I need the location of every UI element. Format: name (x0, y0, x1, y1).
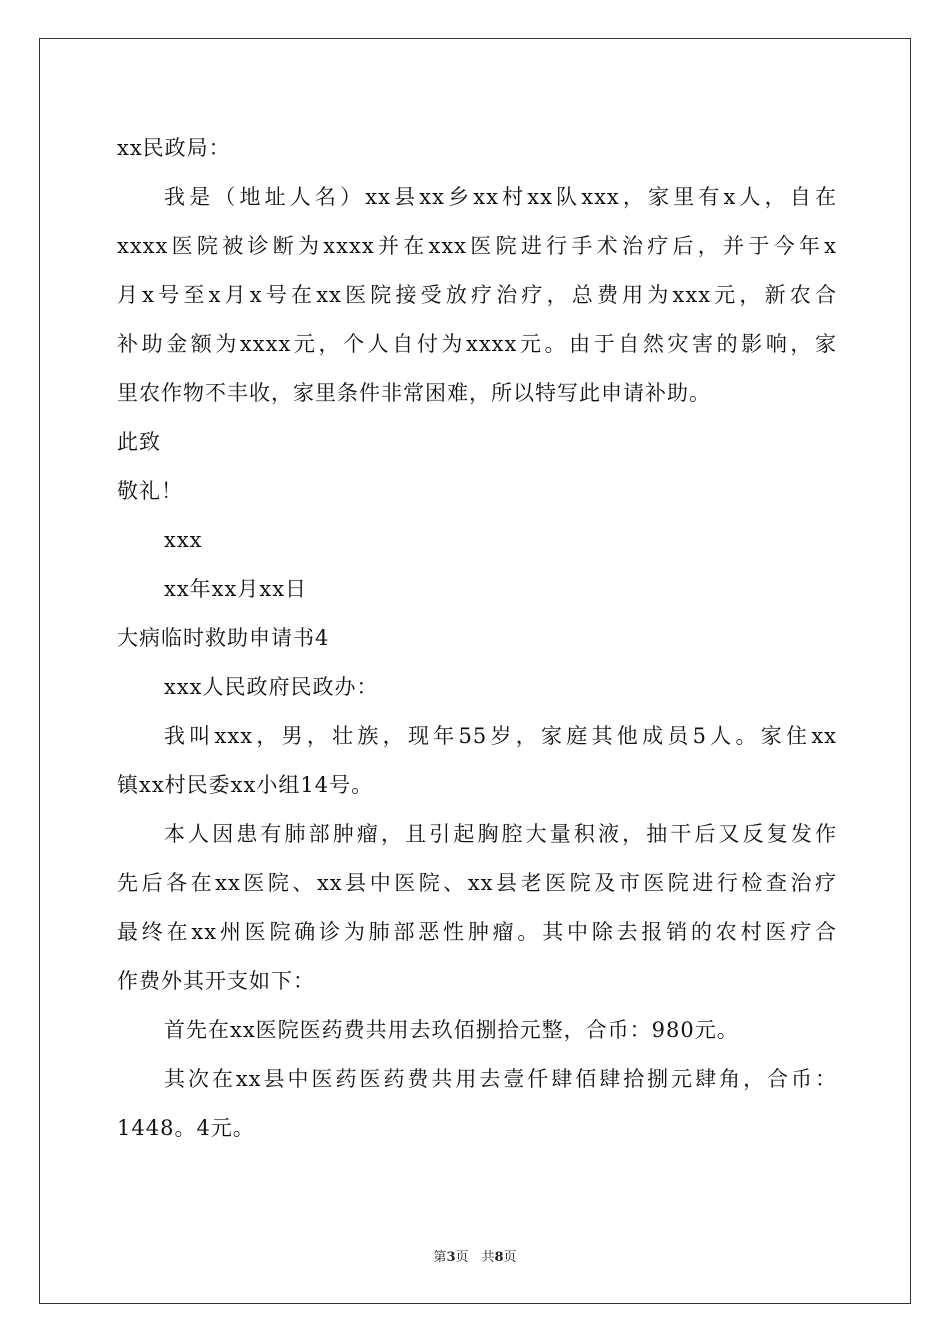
closing-phrase: 此致 (117, 430, 161, 454)
paragraph-line: 镇xx村民委xx小组14号。 (117, 773, 374, 797)
salutation: xxx人民政府民政办： (164, 675, 379, 699)
paragraph-line: 其次在xx县中医药医药费共用去壹仟肆佰肆拾捌元肆角，合币： (164, 1067, 837, 1091)
paragraph-line: 补助金额为xxxx元，个人自付为xxxx元。由于自然灾害的影响，家 (117, 332, 837, 356)
signature-date: xx年xx月xx日 (164, 577, 308, 601)
paragraph-line: 月x号至x月x号在xx医院接受放疗治疗，总费用为xxx元，新农合 (117, 283, 837, 307)
page-total: 8 (494, 1250, 504, 1265)
paragraph-line: xxxx医院被诊断为xxxx并在xxx医院进行手术治疗后，并于今年x (117, 234, 837, 258)
paragraph-line: 本人因患有肺部肿瘤，且引起胸腔大量积液，抽干后又反复发作 (164, 822, 837, 846)
page-number-footer (0, 1246, 950, 1265)
signature-name: xxx (164, 528, 203, 552)
paragraph-line: 我叫xxx，男，壮族，现年55岁，家庭其他成员5人。家住xx (164, 724, 837, 748)
paragraph-line: 首先在xx医院医药费共用去玖佰捌拾元整，合币：980元。 (164, 1018, 739, 1042)
page-prefix: 第 (433, 1250, 447, 1265)
paragraph-line: 1448。4元。 (117, 1116, 255, 1140)
closing-regards: 敬礼！ (117, 479, 183, 503)
paragraph-line: 里农作物不丰收，家里条件非常困难，所以特写此申请补助。 (117, 381, 711, 405)
document-body (117, 124, 837, 1153)
paragraph-line: 先后各在xx医院、xx县中医院、xx县老医院及市医院进行检查治疗 (117, 871, 837, 895)
paragraph-line: 最终在xx州医院确诊为肺部恶性肿瘤。其中除去报销的农村医疗合 (117, 920, 837, 944)
page-mid: 页 共 (455, 1250, 495, 1265)
salutation: xx民政局： (117, 136, 231, 160)
paragraph-line: 我是（地址人名）xx县xx乡xx村xx队xxx，家里有x人，自在 (164, 185, 837, 209)
paragraph-line: 作费外其开支如下： (117, 969, 315, 993)
page-suffix: 页 (503, 1250, 517, 1265)
section-title: 大病临时救助申请书4 (117, 626, 330, 650)
page-current: 3 (446, 1250, 456, 1265)
